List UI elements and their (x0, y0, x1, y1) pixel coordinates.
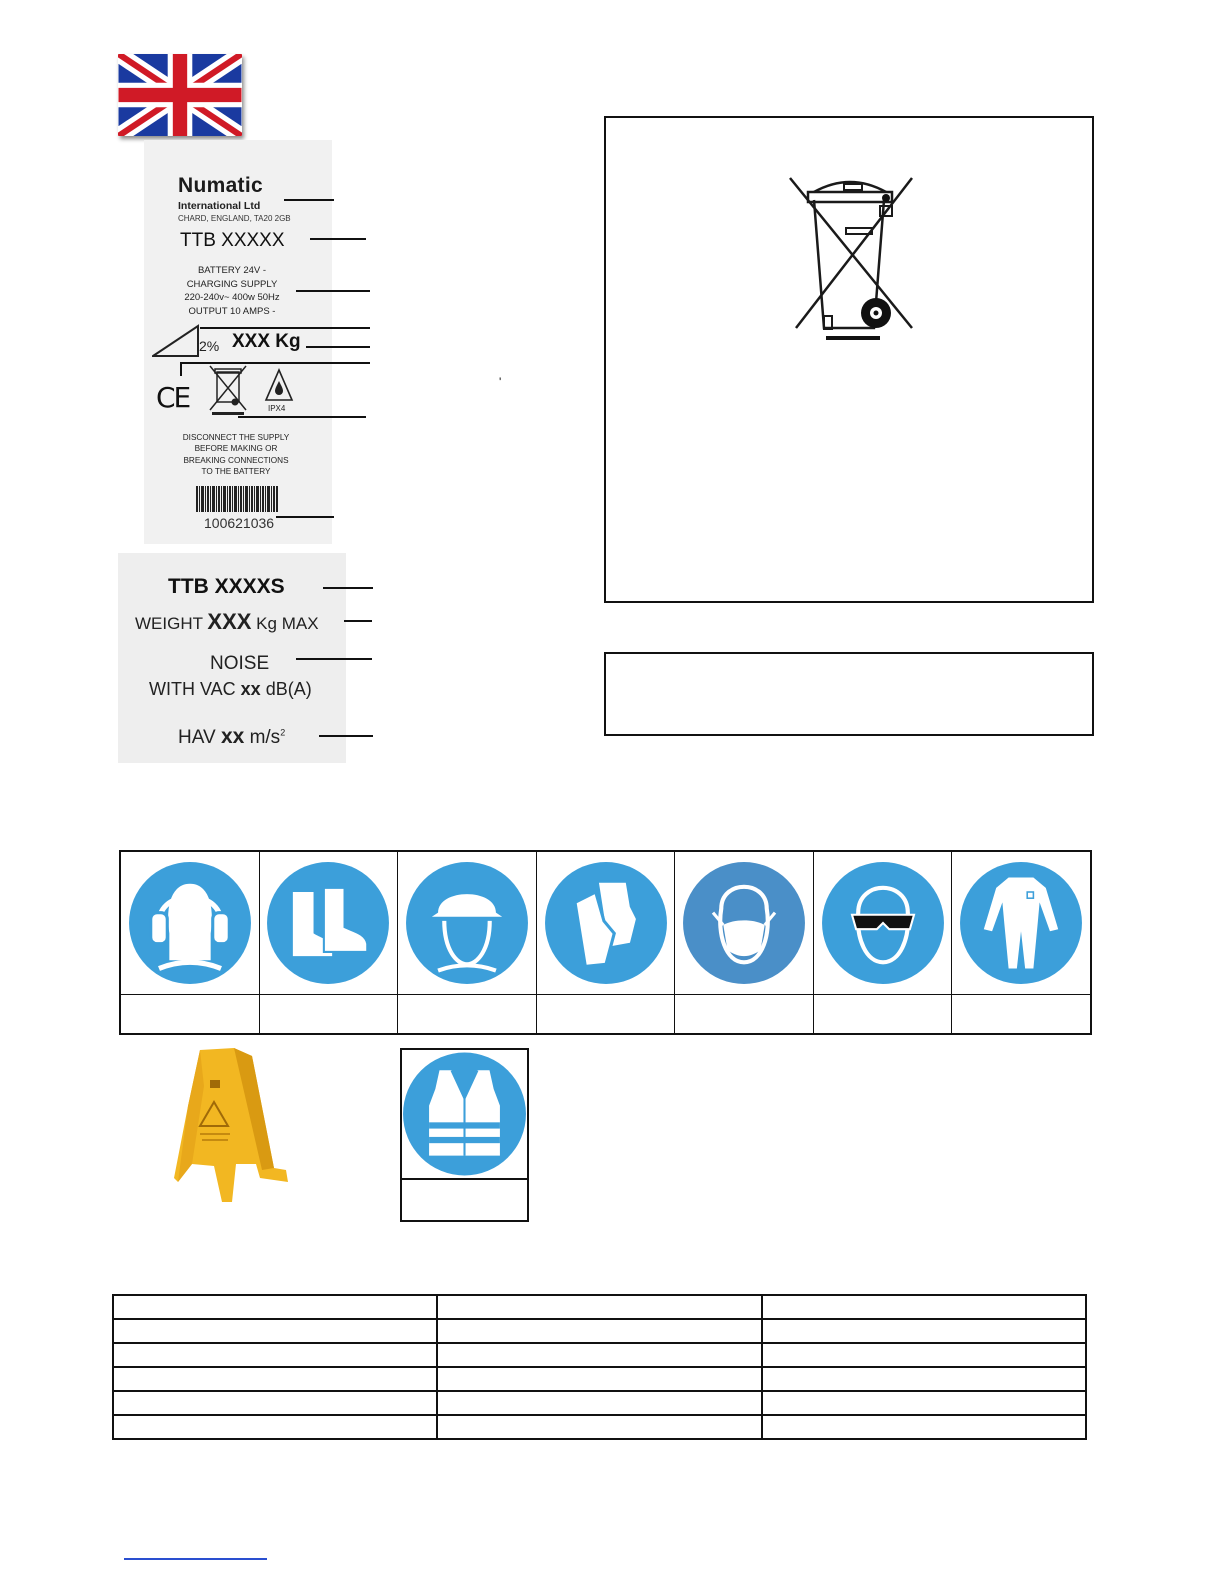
ce-mark-icon: CE (156, 381, 190, 414)
leader-line (276, 516, 334, 518)
weight-prefix: WEIGHT (135, 614, 208, 633)
table-cell (437, 1295, 761, 1319)
rating-spec-line: 220-240v~ 400w 50Hz (184, 292, 280, 304)
table-row (113, 1391, 1086, 1415)
ppe-cell (398, 852, 537, 1033)
rating-warning (178, 432, 294, 478)
safety-goggles-icon (814, 852, 952, 995)
protective-overalls-icon (952, 852, 1090, 995)
noise-title: NOISE (210, 653, 270, 674)
weee-box (604, 116, 1094, 603)
rating-address: CHARD, ENGLAND, TA20 2GB (178, 214, 291, 223)
leader-line (344, 620, 372, 622)
hav-line (178, 725, 285, 749)
ppe-cell (675, 852, 814, 1033)
leader-line (323, 587, 373, 589)
hi-vis-vest-icon (402, 1050, 527, 1180)
barcode-icon (196, 486, 278, 517)
table-cell (762, 1391, 1086, 1415)
wet-floor-sign-icon (170, 1046, 294, 1211)
water-drop-triangle-icon (264, 368, 294, 407)
hav-unit: m/s (244, 727, 281, 748)
dust-mask-icon (675, 852, 813, 995)
union-jack-flag-icon (118, 54, 242, 136)
ppe-caption (398, 995, 536, 1033)
table-cell (113, 1367, 437, 1391)
ear-protection-icon (121, 852, 259, 995)
weight-model: TTB XXXXS (168, 575, 285, 598)
ppe-caption (537, 995, 675, 1033)
table-cell (437, 1391, 761, 1415)
ppe-cell (952, 852, 1090, 1033)
rating-brand: Numatic (178, 174, 263, 197)
table-cell (113, 1343, 437, 1367)
hav-exponent: 2 (280, 727, 286, 738)
leader-line (319, 735, 373, 737)
rating-spec (172, 264, 292, 318)
rating-company: International Ltd (178, 200, 261, 212)
table-row (113, 1319, 1086, 1343)
rating-spec-line: OUTPUT 10 AMPS - (188, 305, 276, 317)
table-cell (437, 1319, 761, 1343)
rating-serial: 100621036 (204, 515, 275, 531)
rating-gradient: 2% (199, 338, 220, 354)
leader-line (200, 327, 370, 329)
noise-suffix: dB(A) (260, 679, 312, 699)
warning-line: BEFORE MAKING OR (194, 444, 278, 454)
weight-value: XXX (207, 609, 252, 634)
leader-line (296, 290, 370, 292)
ppe-cell (814, 852, 953, 1033)
hav-prefix: HAV (178, 727, 221, 748)
warning-line: DISCONNECT THE SUPPLY (182, 433, 290, 442)
safety-helmet-icon (398, 852, 536, 995)
table-cell (437, 1367, 761, 1391)
table-cell (113, 1415, 437, 1439)
ppe-caption (121, 995, 259, 1033)
noise-line (149, 679, 312, 700)
leader-line (306, 346, 370, 348)
safety-gloves-icon (537, 852, 675, 995)
warning-line: BREAKING CONNECTIONS (183, 455, 289, 465)
leader-tick (180, 362, 182, 376)
rating-model: TTB XXXXX (180, 230, 285, 251)
ppe-cell (121, 852, 260, 1033)
gradient-slope-icon (152, 324, 202, 363)
noise-value: xx (240, 679, 261, 699)
ppe-cell (260, 852, 399, 1033)
table-row (113, 1343, 1086, 1367)
leader-line (310, 238, 366, 240)
leader-line (284, 199, 334, 201)
ppe-caption (814, 995, 952, 1033)
weight-suffix: Kg MAX (251, 614, 319, 633)
table-cell (762, 1295, 1086, 1319)
safety-boots-icon (260, 852, 398, 995)
ppe-caption (675, 995, 813, 1033)
table-cell (762, 1415, 1086, 1439)
warning-line: TO THE BATTERY (201, 467, 271, 477)
ip-rating: IPX4 (268, 404, 286, 413)
rating-spec-line: CHARGING SUPPLY (186, 278, 278, 290)
hi-vis-vest-box (400, 1048, 529, 1222)
rating-spec-line: BATTERY 24V - (197, 265, 267, 276)
table-cell (762, 1367, 1086, 1391)
table-cell (762, 1343, 1086, 1367)
table-cell (762, 1319, 1086, 1343)
table-cell (437, 1343, 761, 1367)
leader-line (180, 362, 370, 364)
note-box (604, 652, 1094, 736)
noise-prefix: WITH VAC (149, 679, 241, 699)
ppe-caption (952, 995, 1090, 1033)
table-cell (113, 1391, 437, 1415)
ppe-cell (537, 852, 676, 1033)
hav-value: xx (220, 725, 245, 748)
table-row (113, 1367, 1086, 1391)
leader-line (238, 416, 366, 418)
rating-mass: XXX Kg (232, 331, 301, 352)
small-crossed-bin-icon (208, 364, 248, 421)
spec-table (112, 1294, 1087, 1440)
table-cell (113, 1319, 437, 1343)
ppe-caption (260, 995, 398, 1033)
table-row (113, 1295, 1086, 1319)
leader-line (296, 658, 372, 660)
weight-line (135, 609, 319, 635)
stray-mark: ' (499, 375, 502, 389)
footer-link-underline[interactable] (124, 1558, 267, 1560)
table-cell (113, 1295, 437, 1319)
table-row (113, 1415, 1086, 1439)
crossed-out-wheelie-bin-icon (788, 176, 914, 349)
ppe-table (119, 850, 1092, 1035)
table-cell (437, 1415, 761, 1439)
